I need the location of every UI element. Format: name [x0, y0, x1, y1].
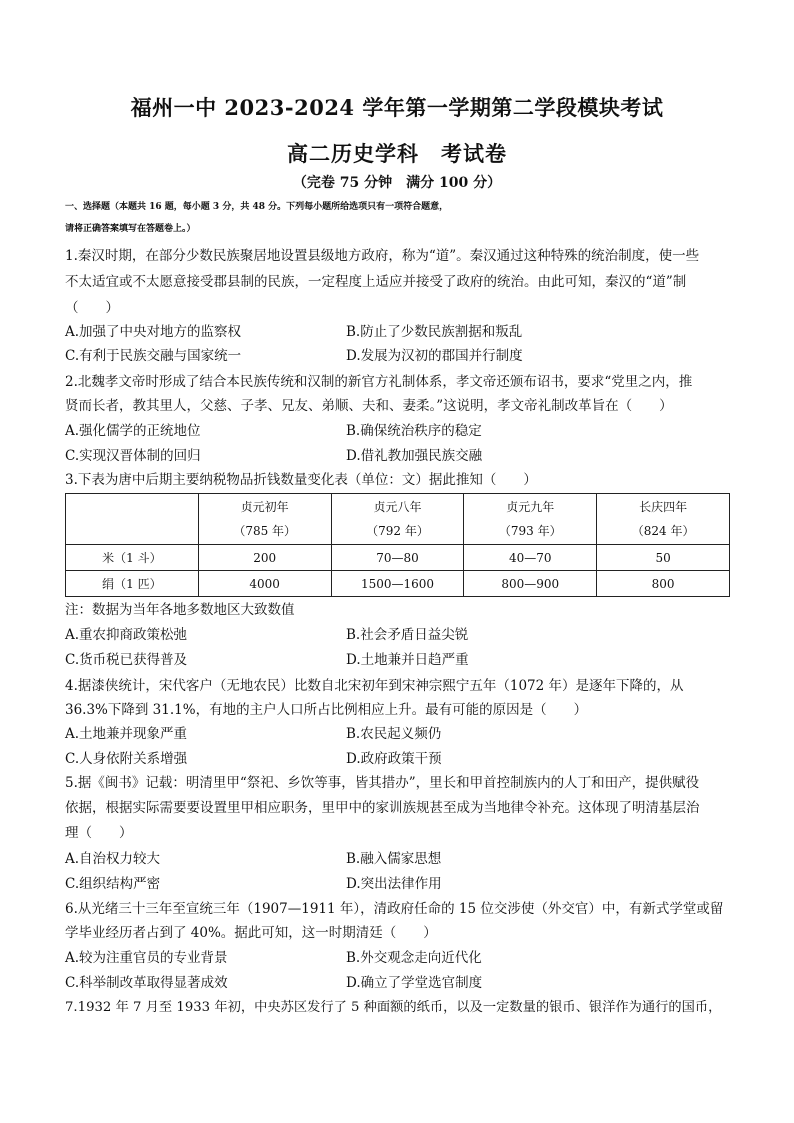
q5-option-a: A.自治权力较大	[65, 851, 161, 867]
header-year: （824 年）	[631, 524, 695, 538]
q1-stem-line3: （ ）	[65, 300, 119, 316]
q5-stem-line2: 依据，根据实际需要要设置里甲相应职务，里甲中的家训族规甚至成为当地律令补充。这体现了明清基层治	[65, 800, 700, 816]
q4-option-a: A.土地兼并现象严重	[65, 726, 188, 742]
table-cell: 40—70	[464, 545, 597, 571]
q5-stem-line1: 5.据《闽书》记载：明清里甲“祭祀、乡饮等事，皆其措办”，里长和甲首控制族内的人丁和田产，提供赋役	[65, 775, 700, 791]
q1-stem-line1: 1.秦汉时期，在部分少数民族聚居地设置县级地方政府，称为“道”。秦汉通过这种特殊的统治制度，使一些	[65, 248, 700, 264]
header-year: （793 年）	[498, 524, 562, 538]
q1-stem-line2: 不太适宜或不太愿意接受郡县制的民族，一定程度上适应并接受了政府的统治。由此可知，秦汉的“道”制	[65, 274, 687, 290]
q1-option-a: A.加强了中央对地方的监察权	[65, 324, 242, 340]
row-label: 米（1 斗）	[66, 545, 199, 571]
q4-option-d: D.政府政策干预	[346, 751, 442, 767]
table-header-cell	[464, 494, 597, 545]
q2-option-a: A.强化儒学的正统地位	[65, 423, 201, 439]
q6-option-c: C.科举制改革取得显著成效	[65, 975, 228, 991]
tax-table	[65, 493, 730, 597]
q2-option-d: D.借礼教加强民族交融	[346, 448, 483, 464]
header-period: 长庆四年	[639, 500, 688, 514]
table-cell: 70—80	[331, 545, 464, 571]
table-cell: 800—900	[464, 571, 597, 597]
header-period: 贞元九年	[506, 500, 555, 514]
q5-option-b: B.融入儒家思想	[346, 851, 442, 867]
header-period: 贞元初年	[240, 500, 289, 514]
q6-stem-line2: 学毕业经历者占到了 40%。据此可知，这一时期清廷（ ）	[65, 925, 437, 941]
q3-stem-line1: 3.下表为唐中后期主要纳税物品折钱数量变化表（单位：文）据此推知（ ）	[65, 472, 537, 488]
table-row	[66, 571, 730, 597]
table-cell: 800	[597, 571, 730, 597]
header-year: （792 年）	[366, 524, 429, 538]
q4-option-c: C.人身依附关系增强	[65, 751, 188, 767]
q6-option-b: B.外交观念走向近代化	[346, 950, 482, 966]
table-header-row	[66, 494, 730, 545]
table-corner-cell	[66, 494, 199, 545]
q2-option-c: C.实现汉晋体制的回归	[65, 448, 201, 464]
q2-option-b: B.确保统治秩序的稳定	[346, 423, 482, 439]
q3-option-a: A.重农抑商政策松弛	[65, 627, 188, 643]
section-heading-line2: 请将正确答案填写在答题卷上。）	[65, 224, 196, 234]
exam-subtitle: 高二历史学科 考试卷	[287, 141, 507, 166]
q2-stem-line1: 2.北魏孝文帝时形成了结合本民族传统和汉制的新官方礼制体系，孝文帝还颁布诏书，要求“党里之内，推	[65, 374, 693, 390]
q3-note: 注：数据为当年各地多数地区大致数值	[65, 602, 295, 618]
table-header-cell	[331, 494, 464, 545]
q7-stem-line1: 7.1932 年 7 月至 1933 年初，中央苏区发行了 5 种面额的纸币，以及一定数量的银币、银洋作为通行的国币，	[65, 1000, 722, 1015]
q4-stem-line1: 4.据漆侠统计，宋代客户（无地农民）比数自北宋初年到宋神宗熙宁五年（1072 年）是逐年下降的，从	[65, 678, 684, 694]
q3-option-d: D.土地兼并日趋严重	[346, 652, 469, 668]
table-header-cell	[597, 494, 730, 545]
q5-option-c: C.组织结构严密	[65, 876, 161, 892]
q1-option-d: D.发展为汉初的郡国并行制度	[346, 348, 523, 364]
header-year: （785 年）	[233, 524, 297, 538]
section-heading-line1: 一、选择题（本题共 16 题，每小题 3 分，共 48 分。下列每小题所给选项只有一项符合题意，	[65, 202, 449, 212]
q6-stem-line1: 6.从光绪三十三年至宣统三年（1907—1911 年），清政府任命的 15 位交涉使（外交官）中，有新式学堂或留	[65, 901, 724, 917]
q3-option-c: C.货币税已获得普及	[65, 652, 188, 668]
q4-option-b: B.农民起义频仍	[346, 726, 442, 742]
q3-option-b: B.社会矛盾日益尖锐	[346, 627, 469, 643]
q1-option-c: C.有利于民族交融与国家统一	[65, 348, 242, 364]
q2-stem-line2: 贤而长者，教其里人，父慈、子孝、兄友、弟顺、夫和、妻柔。”这说明，孝文帝礼制改革旨在（ ）	[65, 398, 673, 414]
table-row	[66, 545, 730, 571]
q6-option-d: D.确立了学堂选官制度	[346, 975, 483, 991]
q4-stem-line2: 36.3%下降到 31.1%，有地的主户人口所占比例相应上升。最有可能的原因是（ ）	[65, 702, 588, 718]
exam-info: （完卷 75 分钟 满分 100 分）	[292, 175, 502, 191]
header-period: 贞元八年	[373, 500, 422, 514]
q6-option-a: A.较为注重官员的专业背景	[65, 950, 228, 966]
table-cell: 50	[597, 545, 730, 571]
table-cell: 1500—1600	[331, 571, 464, 597]
q5-option-d: D.突出法律作用	[346, 876, 442, 892]
q5-stem-line3: 理（ ）	[65, 825, 133, 841]
table-cell: 200	[198, 545, 331, 571]
exam-title: 福州一中 2023-2024 学年第一学期第二学段模块考试	[130, 95, 664, 120]
row-label: 绢（1 匹）	[66, 571, 199, 597]
table-header-cell	[198, 494, 331, 545]
q1-option-b: B.防止了少数民族割据和叛乱	[346, 324, 523, 340]
table-cell: 4000	[198, 571, 331, 597]
